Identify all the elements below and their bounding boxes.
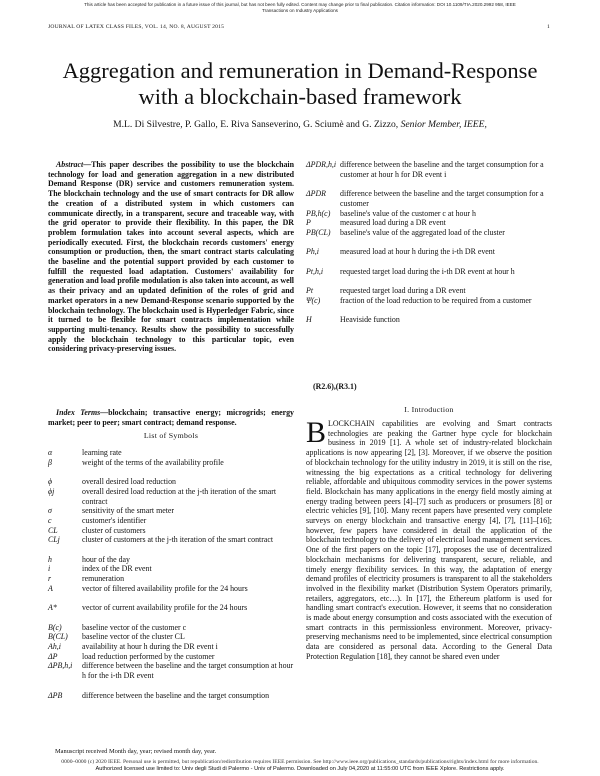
symbol-row: [48, 535, 294, 545]
symbol-description: index of the DR event: [82, 564, 152, 574]
symbol-description: hour of the day: [82, 554, 130, 564]
symbol-description: sensitivity of the smart meter: [82, 506, 175, 516]
symbol: r: [48, 574, 52, 584]
symbol: α: [48, 448, 53, 457]
top-notice-line2: Transactions on Industry Applications: [262, 8, 338, 13]
author-list: [0, 119, 600, 130]
symbol-row: [48, 603, 294, 613]
symbol-description: measured load during a DR event: [340, 218, 446, 228]
symbol-row: [48, 555, 294, 565]
license-footer: Authorized licensed use limited to: Univ degli Studi di Palermo - Univ of Palermo. Downloaded on July 04,2020 at 11:55:00 UTC from IEEE Xplore. Restrictions apply.: [95, 766, 505, 772]
symbol-row: [48, 448, 294, 458]
author-suffix: Senior Member, IEEE,: [400, 119, 487, 130]
symbol-row: [306, 286, 552, 296]
abstract-text: —This paper describes the possibility to use the blockchain technology for load and generation aggregation in a new distributed Demand Response (DR) service and customers remuneration system. The blockchain technology and the use of smart contracts for DR allow the creation of a distributed system in which customers can communicate directly, in a transparent, secure and traceable way, with the grid operator to provide their flexibility. In this paper, the DR problem formulation takes into account several aspects, which are periodically executed. First, the blockchain records customers' energy consumption or production, then, the smart contract starts calculating the baseline and the potential support provided by each customer to fulfill the requested load adaptation. Customers' availability for generation and load profile modulation is also taken into account, as well as their privacy and an updated definition of the roles of grid and market operators in a new Demand-Response scenario supported by the blockchain technology. The blockchain used is Hyperledger Fabric, since it turned to be flexible for smart contracts implementation while supporting multi-tenancy. Results show the possibility to successfully apply the blockchain technology to this particular topic, even considering privacy-preserving issues.: [48, 160, 294, 354]
symbol: A: [48, 583, 53, 593]
manuscript-note: Manuscript received Month day, year; revised month day, year.: [55, 748, 217, 755]
introduction-text: LOCKCHAIN capabilities are evolving and Smart contracts technologies are peaking the Gartner hype cycle for blockchain business in 2019 [1]. A whole set of industry-related blockchain applications is now appearing [2], [3]. Moreover, if we observe the position of blockchain technology for the utility industry in 2019, it is still on the rise, witnessing the big expectations as a critical technology for delivering reliable, affordable and ubiquitous commodity services in the power systems field. Blockchain has many applications in the energy field mostly aiming at energy trading between peers [4]–[7] such as producers or prosumers [8] or electric vehicles [9], [10]. Many recent papers have presented very complete surveys on energy blockchain and transactive energy [4], [7], [11]–[16]; however, few papers have considered in detail the application of the blockchain technology to the delivery of electrical load management services. One of the first papers on the topic [17], proposes the use of decentralized blockchain mechanisms for delivering transparent, secure, reliable, and timely energy flexibility services. In this way, the adaptation of energy demand profiles of electricity prosumers is transparent to all the stakeholders involved in the flexibility market (Distribution System Operators primarily, retailers, aggregators, etc…). In [17], the Ethereum platform is used for handling smart contract's execution. However, it seems that no consideration is made about energy consumption and costs associated with the execution of smart contracts in this permissionless environment. Moreover, privacy-preserving mechanisms need to be implemented, since electrical consumption data are considered as personal data. According to the General Data Protection Regulation [18], they cannot be shared even under: [306, 419, 552, 661]
symbol-description: remuneration: [82, 574, 125, 584]
symbol-description: baseline's value of the aggregated load of the cluster: [340, 227, 505, 237]
symbol-row: [306, 218, 552, 228]
symbols-heading: List of Symbols: [143, 431, 199, 440]
symbol: ΔPB,h,i: [48, 661, 73, 671]
dropcap-letter: B: [306, 416, 327, 449]
top-notice-line1: This article has been accepted for publication in a future issue of this journal, but has not been fully edited. Content may change prior to final publication. Citation information: DOI 10.1109/TIA.2020.2992 958, IEEE: [84, 2, 516, 7]
symbol-row: [48, 564, 294, 574]
symbol-description: Heaviside function: [340, 315, 400, 325]
paper-title-line1: Aggregation and remuneration in Demand-Response: [62, 58, 538, 83]
symbol: ϕj: [48, 486, 55, 496]
symbol-description: overall desired load reduction at the j-th iteration of the smart contract: [82, 486, 277, 506]
symbol-row: [306, 267, 552, 277]
symbol: A*: [48, 603, 57, 613]
symbol-row: [306, 189, 552, 208]
symbol: B(c): [48, 622, 62, 632]
abstract-label: Abstract: [56, 160, 84, 169]
symbol-row: [48, 506, 294, 516]
symbol: β: [48, 457, 52, 467]
paper-title-line2: with a blockchain-based framework: [138, 84, 462, 109]
symbol-row: [48, 526, 294, 536]
top-notice: [8, 2, 592, 14]
symbol-row: [48, 632, 294, 642]
symbol: Ph,i: [306, 247, 319, 257]
symbol-row: [48, 516, 294, 526]
symbol: P: [306, 218, 311, 228]
revision-tag: (R2.6),(R3.1): [313, 382, 357, 391]
symbol-description: overall desired load reduction: [82, 477, 176, 487]
author-names: M.L. Di Silvestre, P. Gallo, E. Riva Sanseverino, G. Sciumè and G. Zizzo,: [113, 119, 399, 130]
symbol: Ah,i: [48, 642, 61, 651]
symbol-description: difference between the baseline and the target consumption at hour h for the i-th DR event: [82, 661, 294, 681]
symbol-description: baseline's value of the customer c at hour h: [340, 208, 476, 218]
symbol: ΔPDR: [306, 189, 326, 199]
symbol-description: requested target load during a DR event: [340, 286, 466, 296]
symbol-description: availability at hour h during the DR event i: [82, 642, 218, 651]
symbol-row: [48, 691, 294, 701]
symbol-row: [48, 487, 294, 506]
symbol-description: difference between the baseline and the target consumption for a customer: [340, 189, 544, 208]
symbol: H: [306, 315, 312, 325]
abstract: [48, 160, 294, 354]
symbol-description: weight of the terms of the availability profile: [82, 457, 224, 467]
symbol: CL: [48, 525, 58, 535]
symbol-description: cluster of customers at the j-th iteration of the smart contract: [82, 535, 274, 545]
symbol-row: [48, 652, 294, 662]
page-number: 1: [547, 24, 550, 30]
symbol-description: measured load at hour h during the i-th DR event: [340, 247, 495, 257]
symbol-description: vector of current availability profile for the 24 hours: [82, 603, 248, 613]
symbol-row: [48, 584, 294, 594]
symbol-description: customer's identifier: [82, 515, 147, 525]
symbol-description: baseline vector of the cluster CL: [82, 632, 185, 642]
symbol-row: [48, 477, 294, 487]
symbol-description: load reduction performed by the customer: [82, 651, 215, 661]
symbol-description: requested target load during the i-th DR event at hour h: [340, 266, 515, 276]
symbol-row: [306, 315, 552, 325]
index-terms: [48, 408, 294, 427]
symbol-row: [48, 623, 294, 633]
symbol: h: [48, 554, 52, 564]
symbol-description: fraction of the load reduction to be required from a customer: [340, 295, 532, 305]
symbol-description: difference between the baseline and the target consumption: [82, 690, 270, 700]
symbol-row: [48, 574, 294, 584]
copyright-footer: 0000–0000 (c) 2020 IEEE. Personal use is permitted, but republication/redistribution requires IEEE permission. See http://www.ieee.org/publications_standards/publications/rights/index.html for more information.: [61, 759, 539, 765]
symbol: CLj: [48, 535, 60, 545]
symbol: PB(CL): [306, 227, 331, 237]
symbol-row: [306, 247, 552, 257]
introduction-body: [306, 416, 552, 662]
index-terms-text: —blockchain; transactive energy; microgrids; energy market; peer to peer; smart contract; demand response.: [48, 408, 294, 427]
symbol-row: [306, 209, 552, 219]
symbol-description: cluster of customers: [82, 525, 146, 535]
symbol-row: [306, 296, 552, 306]
symbol-row: [306, 160, 552, 179]
symbol-description: baseline vector of the customer c: [82, 622, 187, 632]
symbol-row: [48, 642, 294, 652]
symbol: ϕ: [48, 477, 53, 487]
symbol-row: [48, 458, 294, 468]
symbol: σ: [48, 506, 52, 516]
symbol: Pt: [306, 286, 314, 296]
symbol: i: [48, 564, 51, 574]
index-terms-label: Index Terms: [56, 408, 101, 417]
symbol-description: difference between the baseline and the target consumption for a customer at hour h for DR event i: [340, 160, 544, 179]
symbol: c: [48, 515, 52, 525]
symbol: ΔP: [48, 651, 58, 661]
symbol: Pt,h,i: [306, 266, 324, 276]
symbol: PB,h(c): [306, 208, 331, 218]
symbol: B(CL): [48, 632, 68, 642]
introduction-heading: I. Introduction: [404, 405, 454, 414]
symbol-row: [306, 228, 552, 238]
symbol-description: vector of filtered availability profile for the 24 hours: [82, 583, 248, 593]
symbol: Ψ(c): [306, 295, 321, 305]
symbol: ΔPB: [48, 690, 63, 700]
symbol: ΔPDR,h,i: [306, 160, 337, 169]
running-header: JOURNAL OF LATEX CLASS FILES, VOL. 14, NO. 8, AUGUST 2015: [48, 24, 225, 30]
symbol-description: learning rate: [82, 448, 122, 457]
symbol-row: [48, 661, 294, 680]
